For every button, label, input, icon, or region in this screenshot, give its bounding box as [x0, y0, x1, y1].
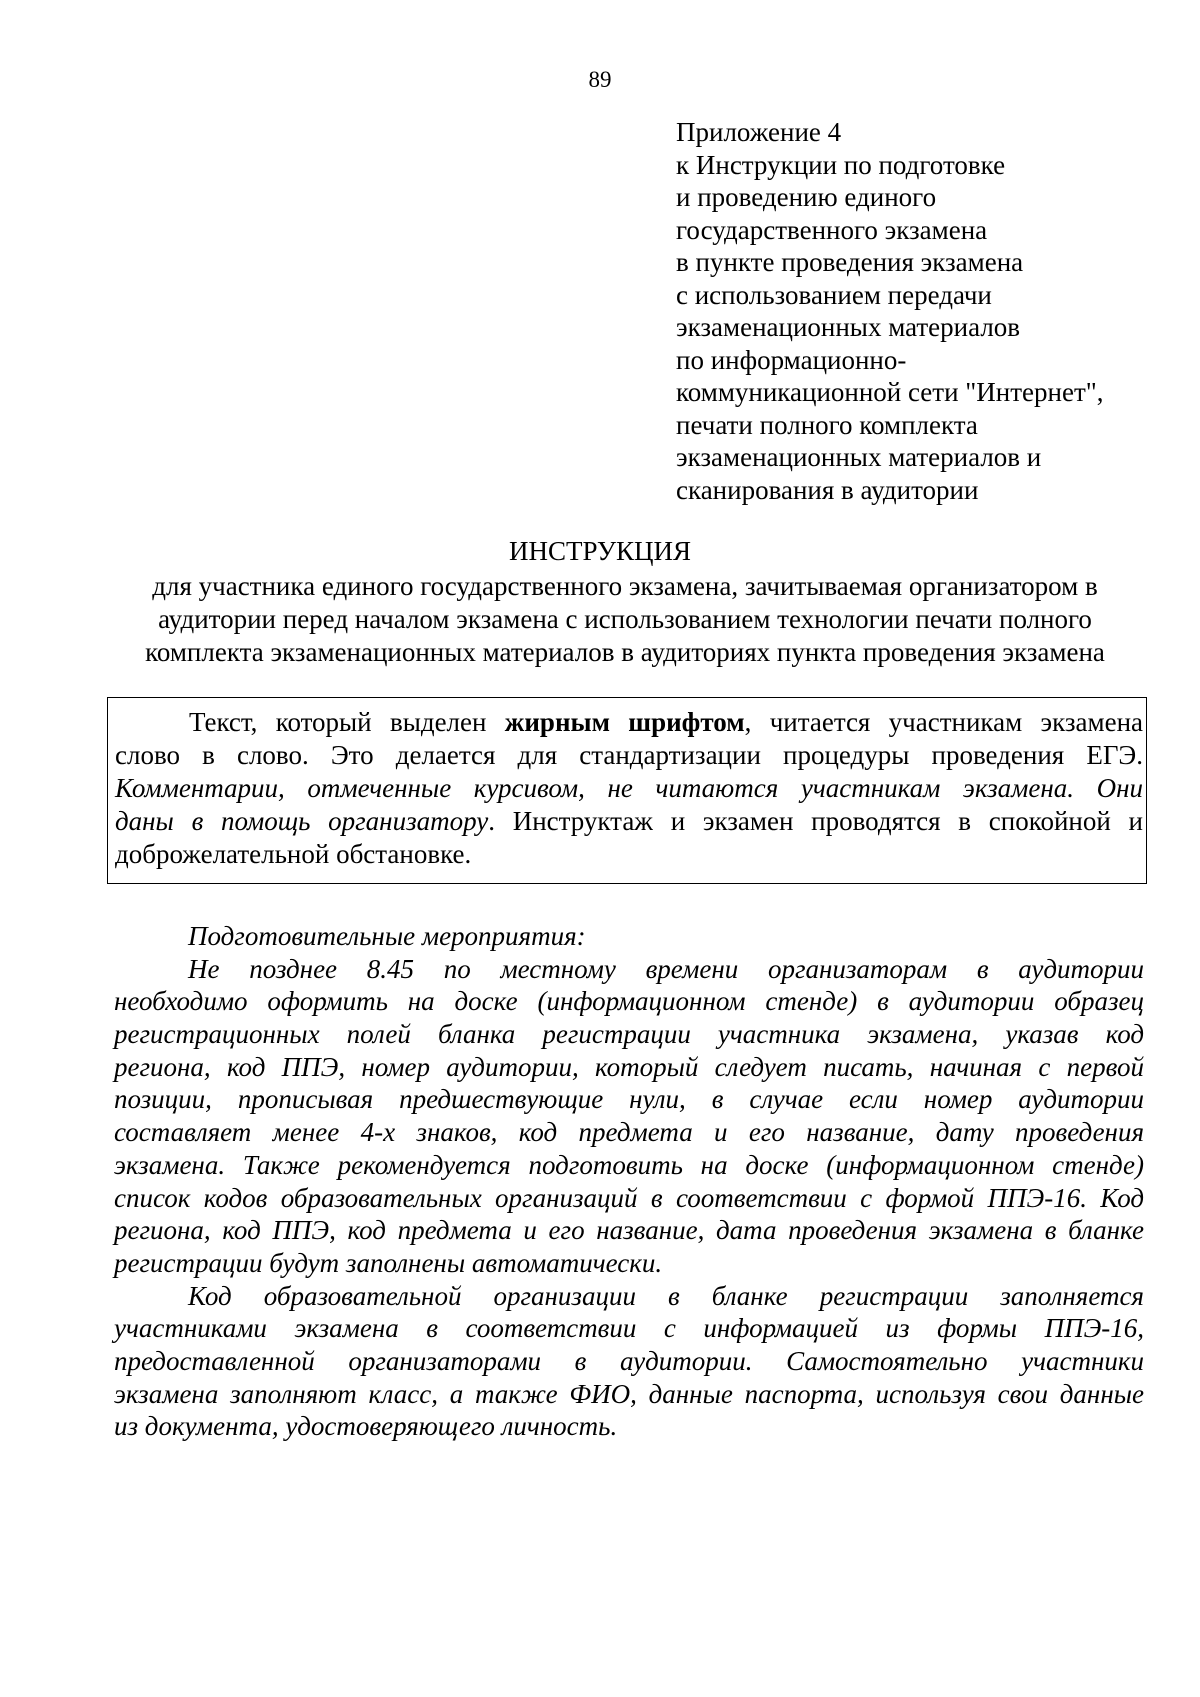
body-line: из документа, удостоверяющего личность.: [114, 1411, 618, 1442]
appendix-line: экзаменационных материалов: [676, 312, 1021, 342]
body-line: составляет менее 4-х знаков, код предмета и его название, дату проведения: [114, 1117, 1144, 1148]
notice-bold-run: жирным шрифтом: [504, 707, 745, 737]
page-number: 89: [588, 67, 612, 92]
document-title: ИНСТРУКЦИЯ: [509, 536, 691, 566]
notice-line: доброжелательной обстановке.: [115, 839, 472, 869]
subtitle-line: для участника единого государственного экзамена, зачитываемая организатором в: [152, 571, 1098, 601]
body-line: регистрационных полей бланка регистрации участника экзамена, указав код: [114, 1019, 1144, 1050]
notice-line: слово в слово. Это делается для стандартизации процедуры проведения ЕГЭ.: [115, 740, 1143, 770]
body-line: экзамена. Также рекомендуется подготовить на доске (информационном стенде): [114, 1149, 1144, 1180]
notice-box: [107, 697, 1147, 884]
body-text: [114, 920, 1144, 1443]
notice-text: [115, 706, 1143, 871]
notice-line: [115, 706, 1143, 739]
notice-text-run: Текст, который выделен: [189, 707, 505, 737]
appendix-line: и проведению единого: [676, 182, 937, 212]
appendix-line: Приложение 4: [676, 117, 842, 147]
body-line: региона, код ППЭ, номер аудитории, который следует писать, начиная с первой: [114, 1051, 1144, 1082]
subtitle-line: аудитории перед началом экзамена с использованием технологии печати полного: [158, 604, 1092, 634]
body-line: Код образовательной организации в бланке регистрации заполняется: [188, 1280, 1144, 1311]
appendix-line: государственного экзамена: [676, 214, 988, 245]
appendix-header: [676, 116, 1176, 506]
notice-line: [115, 805, 1143, 838]
body-line: участниками экзамена в соответствии с информацией из формы ППЭ-16,: [114, 1313, 1144, 1344]
notice-italic-run: даны в помощь организатору: [115, 806, 489, 836]
appendix-line: по информационно-: [676, 344, 907, 375]
notice-text-run: , читается участникам экзамена: [744, 707, 1144, 737]
notice-line: Комментарии, отмеченные курсивом, не читаются участникам экзамена. Они: [115, 773, 1143, 803]
body-line: список кодов образовательных организаций в соответствии с формой ППЭ-16. Код: [114, 1182, 1144, 1213]
appendix-line: к Инструкции по подготовке: [676, 149, 1006, 180]
body-heading: Подготовительные мероприятия:: [188, 921, 586, 951]
appendix-line: с использованием передачи: [676, 279, 992, 310]
document-subtitle: [110, 570, 1140, 669]
body-line: Не позднее 8.45 по местному времени организаторам в аудитории: [188, 953, 1144, 984]
body-line: позиции, прописывая предшествующие нули, в случае если номер аудитории: [114, 1084, 1144, 1115]
appendix-line: в пункте проведения экзамена: [676, 247, 1024, 277]
body-line: региона, код ППЭ, код предмета и его название, дата проведения экзамена в бланке: [114, 1215, 1144, 1246]
appendix-line: печати полного комплекта: [676, 409, 978, 440]
appendix-line: сканирования в аудитории: [676, 474, 979, 505]
body-line: необходимо оформить на доске (информационном стенде) в аудитории образец: [114, 986, 1144, 1017]
appendix-line: коммуникационной сети "Интернет",: [676, 377, 1104, 407]
notice-text-run: . Инструктаж и экзамен проводятся в спокойной и: [488, 806, 1143, 836]
body-line: регистрации будут заполнены автоматически.: [114, 1247, 663, 1278]
subtitle-line: комплекта экзаменационных материалов в аудиториях пункта проведения экзамена: [145, 637, 1105, 667]
appendix-line: экзаменационных материалов и: [676, 442, 1042, 472]
body-line: экзамена заполняют класс, а также ФИО, данные паспорта, используя свои данные: [114, 1378, 1144, 1409]
body-line: предоставленной организаторами в аудитории. Самостоятельно участники: [114, 1345, 1144, 1376]
